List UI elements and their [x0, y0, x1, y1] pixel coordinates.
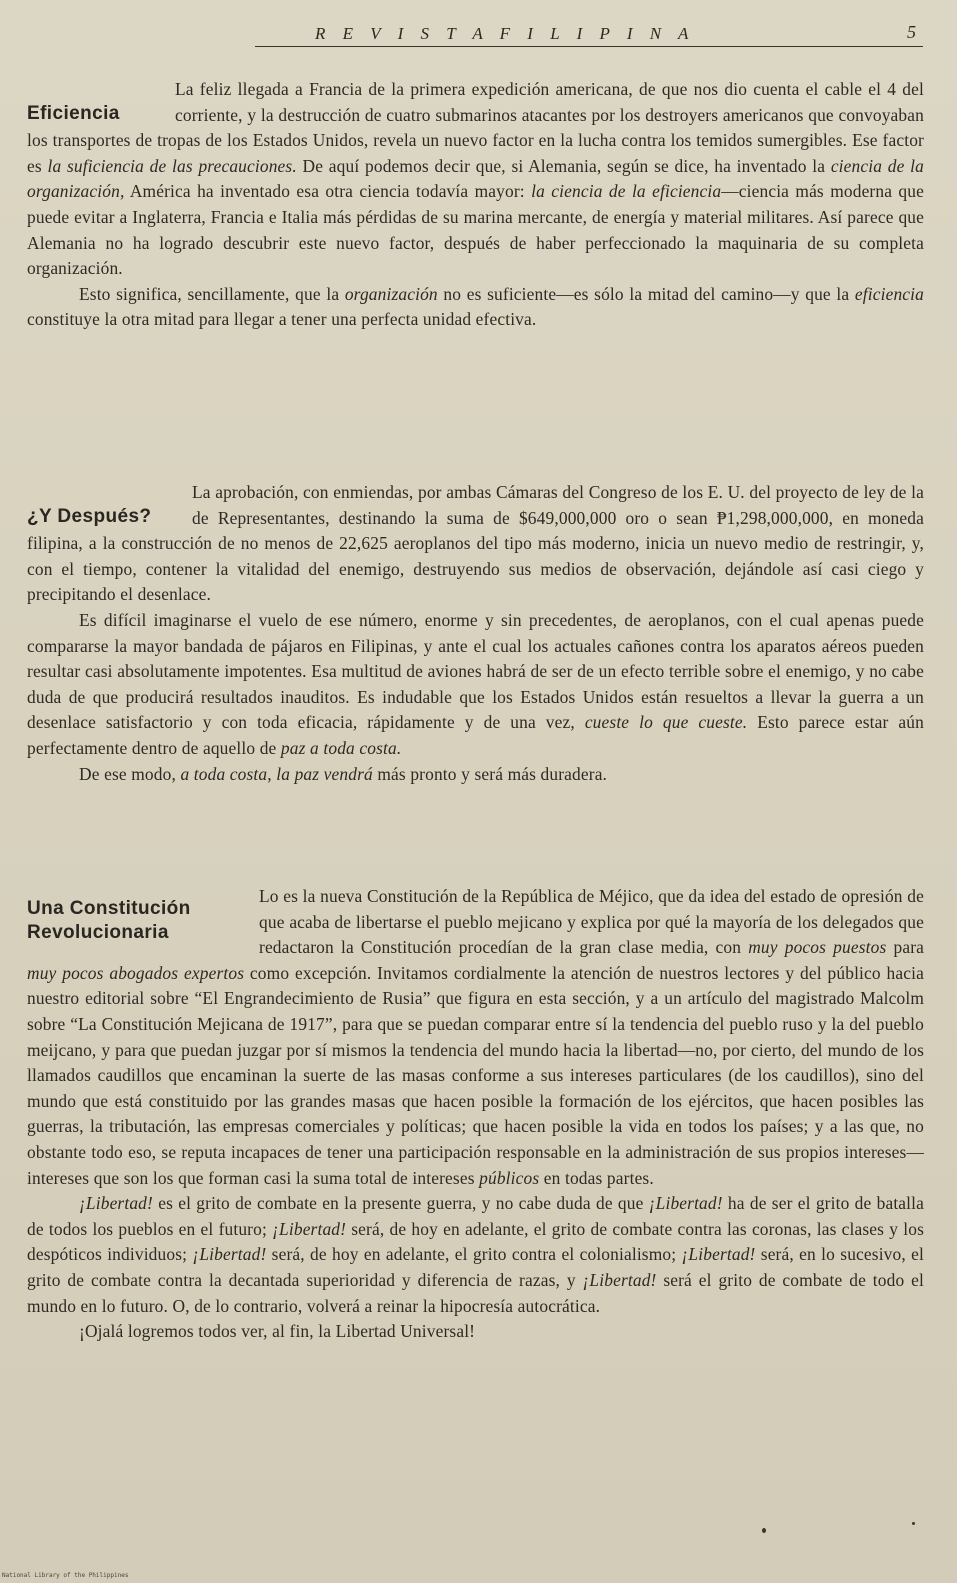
text-run: constituye la otra mitad para llegar a tener una perfecta unidad efectiva. [27, 309, 537, 330]
text-run: La feliz llegada a Francia de la primera expedición americana, de que nos dio cuenta el cable el 4 del corriente, y la destrucción de cuatro submarinos atacantes por los destroyers americanos que convoyaban los transportes de tropas de los Estados Unidos, revela un nuevo factor en la lucha contra los temidos sumergibles. Ese factor es [27, 79, 924, 176]
italic-text-run: muy pocos abogados expertos [27, 962, 245, 983]
italic-text-run: muy pocos puestos [748, 937, 887, 958]
italic-text-run: ¡Libertad! [582, 1269, 657, 1290]
ink-speck [762, 1528, 766, 1533]
italic-text-run: eficiencia [854, 283, 924, 304]
italic-text-run: ¡Libertad! [272, 1218, 347, 1239]
journal-title: R E V I S T A F I L I P I N A [315, 24, 695, 43]
italic-text-run: a toda costa, la paz vendrá [180, 763, 373, 784]
paragraph [27, 480, 924, 608]
header-rule [255, 46, 923, 47]
italic-text-run: ¡Libertad! [648, 1193, 723, 1214]
text-run: ¡Ojalá logremos todos ver, al fin, la Libertad Universal! [79, 1321, 476, 1342]
section-y-despues [27, 480, 924, 787]
italic-text-run: ¡Libertad! [192, 1244, 267, 1265]
text-run: ha de ser el grito de batalla de todos los pueblos en el futuro; [27, 1193, 925, 1239]
paragraph [27, 282, 924, 333]
italic-text-run: la suficiencia de las precauciones. [47, 155, 297, 176]
paragraph [27, 1191, 924, 1319]
section-heading: Eficiencia [27, 103, 120, 124]
text-run: Esto parece estar aún perfectamente dentro de aquello de [27, 712, 924, 758]
page-number: 5 [907, 22, 916, 42]
text-run: Esto significa, sencillamente, que la [79, 283, 345, 304]
text-run: será, de hoy en adelante, el grito de combate contra las coronas, las clases y los despóticos individuos; [27, 1218, 924, 1265]
italic-text-run: ciencia de la organización, [27, 155, 924, 202]
paragraph [27, 762, 924, 788]
text-run: Lo es la nueva Constitución de la República de Méjico, que da idea del estado de opresión de que acaba de libertarse el pueblo mejicano y explica por qué la mayoría de los delegados que redactaron la Constitución procedían de la gran clase media, con [259, 886, 924, 958]
text-run: no es suficiente—es sólo la mitad del camino—y que la [437, 283, 855, 304]
text-run: La aprobación, con enmiendas, por ambas Cámaras del Congreso de los E. U. del proyecto de ley de la de Representantes, destinando la suma de $649,000,000 oro o sean ₱1,298,000,000, en moneda filipina, a la construcción de no menos de 22,625 aeroplanos del tipo más moderno, inicia un nuevo medio de restringir, y, con el tiempo, contener la vitalidad del enemigo, destruyendo sus medios de observación, dejándole así casi ciego y precipitando el desenlace. [27, 482, 924, 605]
text-run: será el grito de combate de todo el mundo en lo futuro. O, de lo contrario, volverá a reinar la hipocresía autocrática. [27, 1269, 924, 1316]
paragraph [27, 1319, 924, 1345]
italic-text-run: públicos [479, 1167, 540, 1188]
text-run: en todas partes. [539, 1167, 654, 1188]
running-head [0, 22, 957, 52]
italic-text-run: organización [344, 283, 438, 304]
text-run: De aquí podemos decir que, si Alemania, según se dice, ha inventado la [296, 155, 831, 176]
section-heading: Una Constitución Revolucionaria [27, 898, 191, 943]
text-run: será, en lo sucesivo, el grito de combate contra la decantada superioridad y diferencia de razas, y [27, 1244, 924, 1290]
section-una-constitucion [27, 884, 924, 1345]
section-eficiencia [27, 77, 924, 333]
text-run: será, de hoy en adelante, el grito contra el colonialismo; [266, 1244, 682, 1265]
text-run: De ese modo, [79, 763, 181, 784]
text-run: Es difícil imaginarse el vuelo de ese número, enorme y sin precedentes, de aeroplanos, con el cual apenas puede compararse la mayor bandada de pájaros en Filipinas, y ante el cual los actuales cañones contra los aparatos aéreos pueden resultar casi absolutamente impotentes. Esa multitud de aviones habrá de ser de un efecto terrible sobre el enemigo, y no cabe duda de que producirá resultados inauditos. Es indudable que los Estados Unidos están resueltos a llevar la guerra a un desenlace satisfactorio y con toda eficacia, rápidamente y de una vez, [27, 609, 924, 733]
italic-text-run: ¡Libertad! [79, 1193, 153, 1214]
text-run: como excepción. Invitamos cordialmente la atención de nuestros lectores y del público hacia nuestro editorial sobre “El Engrandecimiento de Rusia” que figura en esta sección, y a un artículo del magistrado Malcolm sobre “La Constitución Mejicana de 1917”, para que se puedan comparar entre sí la tendencia del pueblo ruso y la del pueblo meijcano, y para que puedan juzgar por sí mismos la tendencia del mundo hacia la libertad—no, por cierto, del mundo de los llamados caudillos que encaminan la suerte de las masas conforme a sus intereses particulares (de los caudillos), sino del mundo que está constituido por las grandes masas que hacen posible la formación de los ejércitos, que hacen posibles las guerras, la tributación, las empresas comerciales y políticas; que hacen posible la vida en todos los países; y a las que, no obstante todo eso, se reputa incapaces de tener una participación responsable en la administración de sus propios intereses—intereses que son los que forman casi la suma total de intereses [27, 962, 924, 1188]
text-run: —ciencia más moderna que puede evitar a Inglaterra, Francia e Italia más pérdidas de su marina mercante, de energía y material militares. Así parece que Alemania no ha logrado descubrir este nuevo factor, después de haber perfeccionado la maquinaria de su completa organización. [27, 181, 924, 279]
text-run: es el grito de combate en la presente guerra, y no cabe duda de que [152, 1193, 649, 1214]
italic-text-run: ¡Libertad! [681, 1244, 756, 1265]
text-run: para [886, 937, 924, 958]
paragraph [27, 608, 924, 762]
text-run: más pronto y será más duradera. [372, 763, 608, 784]
text-run: América ha inventado esa otra ciencia todavía mayor: [124, 181, 532, 202]
italic-text-run: cueste lo que cueste. [584, 712, 748, 733]
section-heading: ¿Y Después? [27, 506, 152, 527]
library-credit: National Library of the Philippines [2, 1572, 129, 1579]
italic-text-run: la ciencia de la eficiencia [531, 181, 722, 202]
italic-text-run: paz a toda costa. [280, 737, 402, 758]
ink-speck [912, 1522, 915, 1525]
